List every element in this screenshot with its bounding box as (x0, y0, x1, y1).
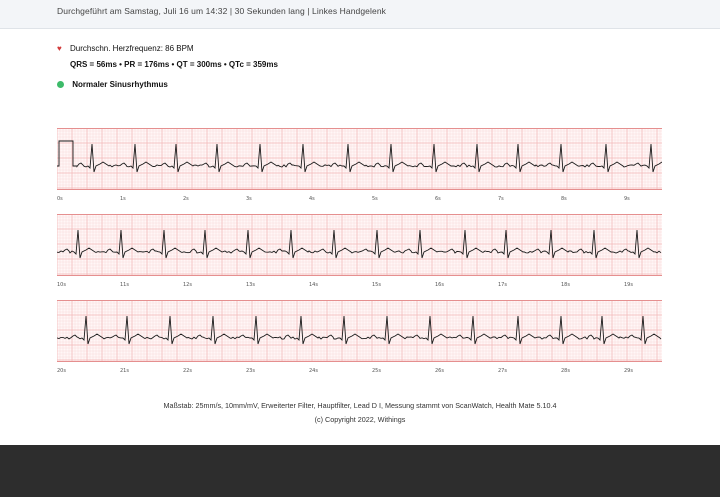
time-tick-label: 28s (561, 368, 570, 374)
time-tick-label: 3s (246, 196, 252, 202)
time-tick-label: 22s (183, 368, 192, 374)
time-tick-label: 18s (561, 282, 570, 288)
ecg-strip-1-chart (57, 128, 662, 208)
time-tick-label: 1s (120, 196, 126, 202)
time-tick-label: 6s (435, 196, 441, 202)
time-tick-label: 4s (309, 196, 315, 202)
heart-icon: ♥ (57, 44, 62, 53)
time-tick-label: 24s (309, 368, 318, 374)
time-tick-label: 15s (372, 282, 381, 288)
time-tick-label: 20s (57, 368, 66, 374)
time-tick-label: 5s (372, 196, 378, 202)
time-tick-label: 12s (183, 282, 192, 288)
rhythm-classification: Normaler Sinusrhythmus (72, 80, 168, 89)
avg-heart-rate: Durchschn. Herzfrequenz: 86 BPM (69, 44, 194, 53)
header-bar (0, 0, 720, 29)
time-tick-label: 10s (57, 282, 66, 288)
time-tick-label: 29s (624, 368, 633, 374)
time-tick-label: 19s (624, 282, 633, 288)
ecg-grid-bg (57, 300, 662, 362)
time-tick-label: 0s (57, 196, 63, 202)
time-tick-label: 27s (498, 368, 507, 374)
scale-info: Maßstab: 25mm/s, 10mm/mV, Erweiterter Filter, Hauptfilter, Lead D I, Messung stammt von ScanWatch, Health Mate 5.10.4 (163, 401, 557, 410)
ecg-strip-2-chart (57, 214, 662, 294)
time-tick-label: 14s (309, 282, 318, 288)
time-tick-label: 2s (183, 196, 189, 202)
time-tick-label: 8s (561, 196, 567, 202)
time-tick-label: 21s (120, 368, 129, 374)
ecg-strip-2 (57, 214, 662, 286)
time-tick-label: 16s (435, 282, 444, 288)
copyright: (c) Copyright 2022, Withings (314, 415, 406, 424)
time-tick-label: 13s (246, 282, 255, 288)
time-tick-label: 17s (498, 282, 507, 288)
recording-info: Durchgeführt am Samstag, Juli 16 um 14:32 | 30 Sekunden lang | Linkes Handgelenk (57, 6, 386, 16)
time-tick-label: 9s (624, 196, 630, 202)
ecg-grid-bg (57, 128, 662, 190)
interval-measurements: QRS = 56ms • PR = 176ms • QT = 300ms • QTc = 359ms (70, 60, 278, 69)
time-tick-label: 26s (435, 368, 444, 374)
status-dot-icon (57, 81, 64, 88)
time-tick-label: 25s (372, 368, 381, 374)
bottom-bar (0, 445, 720, 497)
time-tick-label: 23s (246, 368, 255, 374)
ecg-strip-3 (57, 300, 662, 372)
ecg-grid-bg (57, 214, 662, 276)
ecg-strip-1 (57, 128, 662, 200)
time-tick-label: 11s (120, 282, 129, 288)
time-tick-label: 7s (498, 196, 504, 202)
ecg-strip-3-chart (57, 300, 662, 380)
